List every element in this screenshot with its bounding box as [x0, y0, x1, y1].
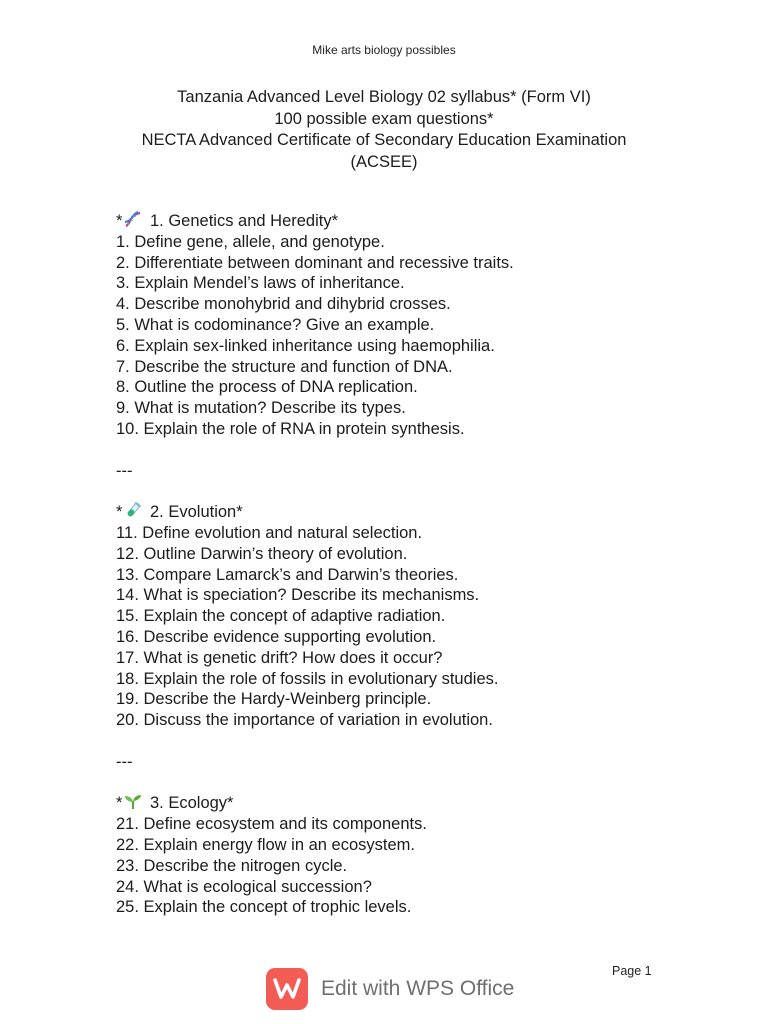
wps-logo-icon[interactable] [266, 968, 308, 1010]
question-item: 13. Compare Lamarck’s and Darwin’s theories. [116, 565, 459, 584]
edit-with-wps-banner[interactable] [266, 968, 514, 1010]
title-line-1: Tanzania Advanced Level Biology 02 syllabus* (Form VI) [177, 88, 591, 106]
heading-asterisk: * [116, 794, 123, 813]
question-item: 22. Explain energy flow in an ecosystem. [116, 835, 415, 854]
test-tube-icon [123, 502, 143, 519]
question-item: 25. Explain the concept of trophic levels. [116, 898, 412, 917]
page-number: Page 1 [612, 964, 652, 978]
question-item: 10. Explain the role of RNA in protein synthesis. [116, 419, 465, 438]
question-item: 3. Explain Mendel’s laws of inheritance. [116, 274, 405, 293]
question-item: 1. Define gene, allele, and genotype. [116, 232, 385, 251]
question-item: 4. Describe monohybrid and dihybrid crosses. [116, 295, 451, 314]
dna-icon [123, 211, 143, 228]
question-item: 7. Describe the structure and function of DNA. [116, 357, 453, 376]
question-item: 20. Discuss the importance of variation in evolution. [116, 711, 493, 730]
title-line-2: 100 possible exam questions* [274, 109, 494, 128]
question-item: 15. Explain the concept of adaptive radiation. [116, 607, 446, 626]
question-item: 8. Outline the process of DNA replication. [116, 378, 418, 397]
question-item: 5. What is codominance? Give an example. [116, 315, 435, 334]
question-item: 21. Define ecosystem and its components. [116, 815, 427, 834]
question-item: 9. What is mutation? Describe its types. [116, 399, 406, 418]
section-heading-genetics [116, 211, 736, 232]
question-list [116, 211, 736, 918]
edit-with-wps-label[interactable]: Edit with WPS Office [321, 977, 515, 1000]
section-title: 3. Ecology* [145, 794, 234, 813]
question-item: 14. What is speciation? Describe its mechanisms. [116, 586, 480, 605]
section-separator: --- [116, 752, 133, 771]
heading-asterisk: * [116, 503, 123, 522]
question-item: 6. Explain sex-linked inheritance using haemophilia. [116, 336, 495, 355]
section-title: 2. Evolution* [145, 503, 243, 522]
question-item: 11. Define evolution and natural selection. [116, 523, 423, 542]
running-header: Mike arts biology possibles [312, 43, 456, 57]
title-line-3: NECTA Advanced Certificate of Secondary Education Examination [141, 131, 627, 149]
title-line-4: (ACSEE) [350, 152, 418, 171]
section-heading-evolution [116, 502, 736, 523]
section-separator: --- [116, 461, 133, 480]
question-item: 23. Describe the nitrogen cycle. [116, 856, 348, 875]
question-item: 18. Explain the role of fossils in evolutionary studies. [116, 669, 499, 688]
question-item: 16. Describe evidence supporting evolution. [116, 627, 437, 646]
question-item: 19. Describe the Hardy-Weinberg principle. [116, 690, 432, 709]
seedling-icon [123, 793, 143, 810]
question-item: 2. Differentiate between dominant and recessive traits. [116, 253, 514, 272]
question-item: 24. What is ecological succession? [116, 877, 372, 896]
section-heading-ecology [116, 793, 736, 814]
question-item: 12. Outline Darwin’s theory of evolution. [116, 544, 408, 563]
section-title: 1. Genetics and Heredity* [145, 212, 339, 230]
question-item: 17. What is genetic drift? How does it occur? [116, 648, 443, 667]
document-title [0, 87, 768, 173]
heading-asterisk: * [116, 212, 123, 230]
